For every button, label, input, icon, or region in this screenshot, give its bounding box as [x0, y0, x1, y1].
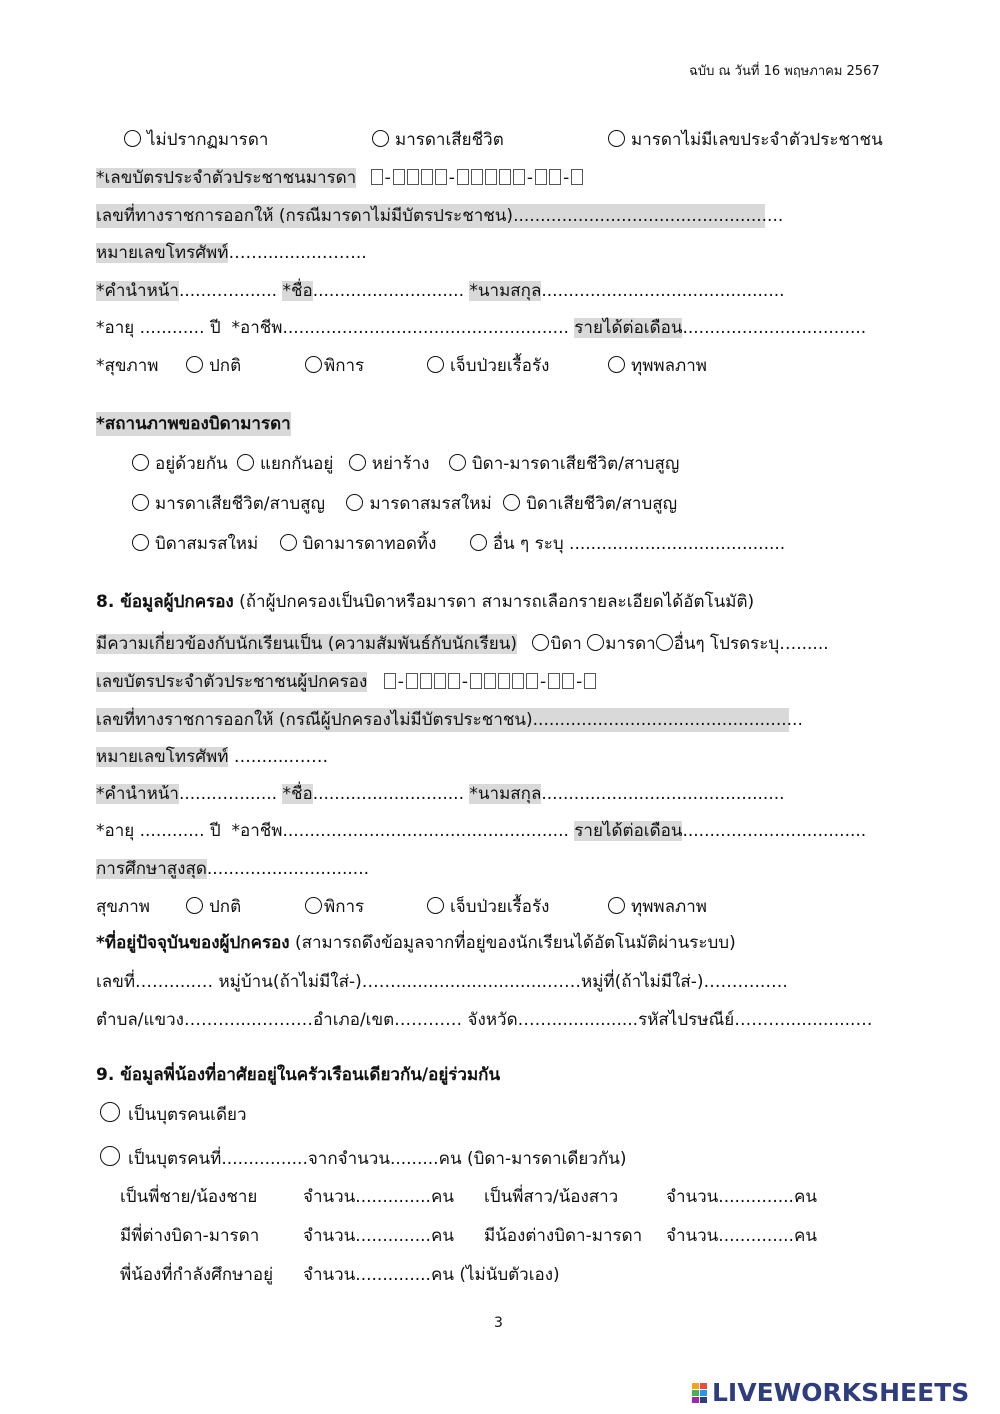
parents-status-row2: มารดาเสียชีวิต/สาบสูญ มารดาสมรสใหม่ บิดาเสียชีวิต/สาบสูญ [132, 492, 677, 516]
radio-circle-icon[interactable] [427, 356, 444, 373]
guardian-address-heading: *ที่อยู่ปัจจุบันของผู้ปกครอง [96, 933, 290, 953]
radio-circle-icon[interactable] [132, 534, 149, 551]
studying-label: พี่น้องที่กำลังศึกษาอยู่ [120, 1265, 274, 1285]
radio-circle-icon[interactable] [124, 130, 141, 147]
prefix-label: *คำนำหน้า [96, 281, 179, 301]
age-field[interactable]: *อายุ ............ ปี [96, 821, 221, 841]
guardian-id-row [96, 670, 597, 694]
digit-box[interactable] [549, 169, 561, 185]
income-field[interactable]: .................................. [682, 318, 867, 338]
sisters-label: เป็นพี่สาว/น้องสาว [484, 1187, 619, 1207]
older-half-label: มีพี่ต่างบิดา-มารดา [120, 1226, 260, 1246]
radio-circle-icon[interactable] [100, 1146, 120, 1166]
guardian-education-row[interactable]: การศึกษาสูงสุด.............................. [96, 859, 370, 879]
digit-box[interactable] [421, 169, 433, 185]
age-field[interactable]: *อายุ ............ ปี [96, 318, 221, 338]
radio-circle-icon[interactable] [372, 130, 389, 147]
parents-status-row1: อยู่ด้วยกัน แยกกันอยู่ หย่าร้าง บิดา-มารดาเสียชีวิต/สาบสูญ [132, 452, 679, 476]
digit-box[interactable] [471, 169, 483, 185]
radio-circle-icon[interactable] [132, 494, 149, 511]
guardian-health-option-1[interactable]: ปกติ [186, 895, 241, 919]
digit-box[interactable] [434, 673, 446, 689]
digit-box[interactable] [457, 169, 469, 185]
guardian-health-option-4[interactable]: ทุพพลภาพ [608, 895, 707, 919]
liveworksheets-brand: LIVEWORKSHEETS [712, 1378, 970, 1407]
liveworksheets-logo-icon [692, 1383, 708, 1403]
income-label: รายได้ต่อเดือน [574, 821, 683, 841]
guardian-id-label: เลขบัตรประจำตัวประชาชนผู้ปกครอง [96, 672, 368, 692]
mother-status-option-3[interactable]: มารดาไม่มีเลขประจำตัวประชาชน [608, 128, 883, 152]
surname-label: *นามสกุล [469, 784, 542, 804]
only-child-option[interactable]: เป็นบุตรคนเดียว [100, 1102, 247, 1127]
radio-circle-icon[interactable] [427, 897, 444, 914]
prefix-label: *คำนำหน้า [96, 784, 179, 804]
radio-circle-icon[interactable] [349, 454, 366, 471]
guardian-id-boxes[interactable]: - - - - [383, 672, 598, 692]
mother-name-row [96, 279, 785, 303]
digit-box[interactable] [499, 169, 511, 185]
digit-box[interactable] [584, 673, 596, 689]
mother-status-option-1[interactable]: ไม่ปรากฏมารดา [124, 128, 268, 152]
guardian-address-note: (สามารถดึงข้อมูลจากที่อยู่ของนักเรียนได้อัตโนมัติผ่านระบบ) [295, 933, 736, 953]
mother-health-option-1[interactable]: ปกติ [186, 354, 241, 378]
guardian-relation-row: มีความเกี่ยวข้องกับนักเรียนเป็น (ความสัมพันธ์กับนักเรียน) บิดา มารดา อื่นๆ โปรดระบุ…...... [96, 634, 829, 654]
guardian-address-line2[interactable]: ตำบล/แขวง……….....………อำเภอ/เขต………… จังหวัด……................รหัสไปรษณีย์……….............… [96, 1010, 873, 1030]
radio-circle-icon[interactable] [280, 534, 297, 551]
job-field[interactable]: ..................................................... [282, 821, 569, 841]
radio-circle-icon[interactable] [608, 356, 625, 373]
digit-box[interactable] [571, 169, 583, 185]
mother-health-label: *สุขภาพ [96, 356, 159, 376]
digit-box[interactable] [393, 169, 405, 185]
mother-phone-row[interactable]: หมายเลขโทรศัพท์……...........…….. [96, 243, 367, 263]
radio-circle-icon[interactable] [503, 494, 520, 511]
name-field[interactable]: ............................ [312, 281, 464, 301]
digit-box[interactable] [470, 673, 482, 689]
radio-circle-icon[interactable] [186, 897, 203, 914]
parents-status-row3: บิดาสมรสใหม่ บิดามารดาทอดทิ้ง อื่น ๆ ระบุ ........................................ [132, 532, 785, 556]
mother-id-boxes[interactable]: - - - - [370, 168, 585, 188]
guardian-health-label: สุขภาพ [96, 897, 150, 917]
parents-status-heading: *สถานภาพของบิดามารดา [96, 414, 291, 434]
prefix-field[interactable]: .......…........ [178, 281, 278, 301]
digit-box[interactable] [548, 673, 560, 689]
radio-circle-icon[interactable] [100, 1102, 120, 1122]
studying-count[interactable]: จำนวน..............คน (ไม่นับตัวเอง) [303, 1265, 560, 1285]
brothers-label: เป็นพี่ชาย/น้องชาย [120, 1187, 258, 1207]
guardian-address-heading-row [96, 931, 736, 955]
income-field[interactable]: .................................. [682, 821, 867, 841]
younger-half-label: มีน้องต่างบิดา-มารดา [484, 1226, 643, 1246]
brothers-count[interactable]: จำนวน..............คน [303, 1187, 454, 1207]
guardian-health-option-2[interactable]: พิการ [305, 895, 364, 919]
guardian-phone-row[interactable]: หมายเลขโทรศัพท์ …........…… [96, 747, 329, 767]
mother-health-option-3[interactable]: เจ็บป่วยเรื้อรัง [427, 354, 549, 378]
mother-official-no-row[interactable]: เลขที่ทางราชการออกให้ (กรณีมารดาไม่มีบัตรประชาชน).................................................. [96, 206, 784, 226]
name-field[interactable]: ............................ [312, 784, 464, 804]
digit-box[interactable] [535, 169, 547, 185]
page-number: 3 [494, 1315, 503, 1331]
radio-circle-icon[interactable] [470, 534, 487, 551]
digit-box[interactable] [435, 169, 447, 185]
older-half-count[interactable]: จำนวน..............คน [303, 1226, 454, 1246]
job-label: *อาชีพ [231, 821, 283, 841]
radio-circle-icon[interactable] [608, 897, 625, 914]
income-label: รายได้ต่อเดือน [574, 318, 683, 338]
guardian-heading-row [96, 590, 754, 614]
name-label: *ชื่อ [282, 784, 313, 804]
mother-status-option-2[interactable]: มารดาเสียชีวิต [372, 128, 504, 152]
guardian-health-option-3[interactable]: เจ็บป่วยเรื้อรัง [427, 895, 549, 919]
sisters-count[interactable]: จำนวน..............คน [666, 1187, 817, 1207]
digit-box[interactable] [526, 673, 538, 689]
document-date: ฉบับ ณ วันที่ 16 พฤษภาคม 2567 [689, 64, 880, 79]
mother-age-job-row [96, 316, 866, 340]
child-number-option[interactable]: เป็นบุตรคนที่................จากจำนวน.........คน (บิดา-มารดาเดียวกัน) [100, 1146, 627, 1171]
guardian-heading-note: (ถ้าผู้ปกครองเป็นบิดาหรือมารดา สามารถเลือกรายละเอียดได้อัตโนมัติ) [239, 592, 755, 612]
prefix-field[interactable]: .......…........ [178, 784, 278, 804]
radio-circle-icon[interactable] [656, 634, 673, 651]
radio-circle-icon[interactable] [608, 130, 625, 147]
radio-circle-icon[interactable] [305, 356, 322, 373]
guardian-official-no-row[interactable]: เลขที่ทางราชการออกให้ (กรณีผู้ปกครองไม่มีบัตรประชาชน).................................................. [96, 710, 803, 730]
digit-box[interactable] [485, 169, 497, 185]
relation-label: มีความเกี่ยวข้องกับนักเรียนเป็น (ความสัมพันธ์กับนักเรียน) [96, 634, 518, 654]
mother-id-label: *เลขบัตรประจำตัวประชาชนมารดา [96, 168, 357, 188]
name-label: *ชื่อ [282, 281, 313, 301]
radio-circle-icon[interactable] [186, 356, 203, 373]
radio-circle-icon[interactable] [532, 634, 549, 651]
mother-id-row [96, 166, 584, 190]
radio-circle-icon[interactable] [132, 454, 149, 471]
digit-box[interactable] [562, 673, 574, 689]
digit-box[interactable] [498, 673, 510, 689]
digit-box[interactable] [512, 673, 524, 689]
surname-field[interactable]: ............................................. [541, 784, 785, 804]
job-field[interactable]: ..................................................... [282, 318, 569, 338]
guardian-address-line1[interactable]: เลขที่…….....… หมู่บ้าน(ถ้าไม่มีใส่-)……............................……หมู่ที่(ถ้าไม่มีใส่-)………..…. [96, 972, 788, 992]
surname-label: *นามสกุล [469, 281, 542, 301]
radio-circle-icon[interactable] [449, 454, 466, 471]
liveworksheets-logo [692, 1378, 969, 1406]
radio-circle-icon[interactable] [305, 897, 322, 914]
digit-box[interactable] [407, 169, 419, 185]
radio-circle-icon[interactable] [237, 454, 254, 471]
guardian-name-row [96, 782, 785, 806]
digit-box[interactable] [484, 673, 496, 689]
digit-box[interactable] [448, 673, 460, 689]
job-label: *อาชีพ [231, 318, 283, 338]
digit-box[interactable] [420, 673, 432, 689]
digit-box[interactable] [371, 169, 383, 185]
radio-circle-icon[interactable] [346, 494, 363, 511]
mother-health-option-2[interactable]: พิการ [305, 354, 364, 378]
digit-box[interactable] [384, 673, 396, 689]
younger-half-count[interactable]: จำนวน..............คน [666, 1226, 817, 1246]
siblings-heading: 9. ข้อมูลพี่น้องที่อาศัยอยู่ในครัวเรือนเดียวกัน/อยู่ร่วมกัน [96, 1065, 501, 1085]
digit-box[interactable] [406, 673, 418, 689]
guardian-age-job-row [96, 819, 866, 843]
mother-health-option-4[interactable]: ทุพพลภาพ [608, 354, 707, 378]
digit-box[interactable] [513, 169, 525, 185]
surname-field[interactable]: ............................................. [541, 281, 785, 301]
radio-circle-icon[interactable] [587, 634, 604, 651]
guardian-heading: 8. ข้อมูลผู้ปกครอง [96, 592, 234, 612]
